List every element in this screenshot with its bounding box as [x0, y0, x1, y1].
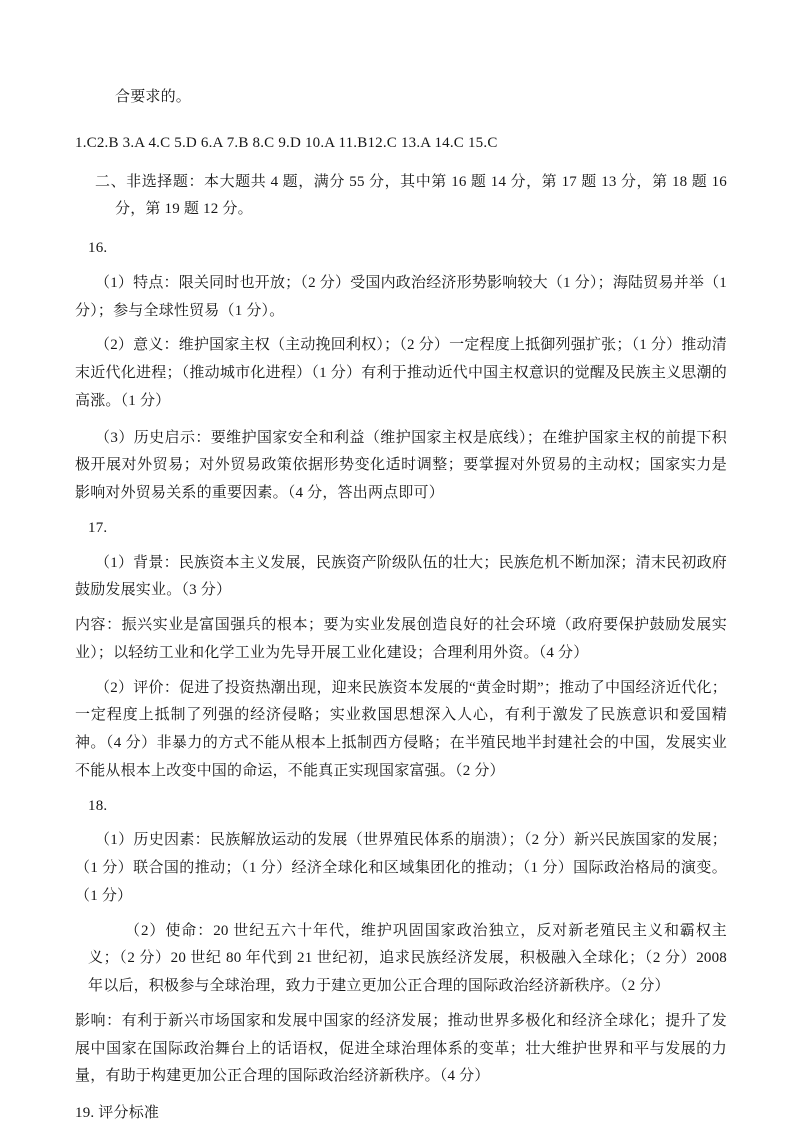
- q18-answer-2-impact: 影响：有利于新兴市场国家和发展中国家的经济发展；推动世界多极化和经济全球化；提升了发展中国家在国际政治舞台上的话语权，促进全球治理体系的变革；壮大维护世界和平与发展的力量，有助于构建更加公正合理的国际政治经济新秩序。（4 分）: [75, 1012, 727, 1085]
- question-19-heading: 19. 评分标准: [75, 1105, 160, 1121]
- q18-answer-1-factors: （1）历史因素：民族解放运动的发展（世界殖民体系的崩溃）；（2 分）新兴民族国家的发展；（1 分）联合国的推动；（1 分）经济全球化和区域集团化的推动；（1 分）国际政治格局的演变。（1 分）: [75, 832, 727, 904]
- question-18-number: 18.: [88, 797, 108, 814]
- q18-answer-2-missions: （2）使命：20 世纪五六十年代，维护巩固国家政治独立，反对新老殖民主义和霸权主义；（2 分）20 世纪 80 年代到 21 世纪初，追求民族经济发展，积极融入全球化；（2 分）2008 年以后，积极参与全球治理，致力于建立更加公正合理的国际政治经济新秩序。（2 分）: [88, 922, 727, 994]
- question-16-number: 16.: [88, 240, 108, 256]
- q17-answer-1-background: （1）背景：民族资本主义发展，民族资产阶级队伍的壮大；民族危机不断加深；清末民初政府鼓励发展实业。（3 分）: [75, 554, 727, 599]
- section-2-instructions: 二、非选择题：本大题共 4 题，满分 55 分，其中第 16 题 14 分，第 17 题 13 分，第 18 题 16 分，第 19 题 12 分。: [95, 173, 727, 218]
- q17-answer-2-evaluation: （2）评价：促进了投资热潮出现，迎来民族资本发展的“黄金时期”；推动了中国经济近代化；一定程度上抵制了列强的经济侵略；实业救国思想深入人心，有利于激发了民族意识和爱国精神。（4 分）非暴力的方式不能从根本上抵制西方侵略；在半殖民地半封建社会的中国，发展实业不能从根本上改变中国的命运，不能真正实现国家富强。（2 分）: [75, 679, 727, 779]
- q16-answer-2-significance: （2）意义：维护国家主权（主动挽回利权）；（2 分）一定程度上抵御列强扩张；（1 分）推动清末近代化进程；（推动城市化进程）（1 分）有利于推动近代中国主权意识的觉醒及民族主义思潮的高涨。（1 分）: [75, 337, 727, 409]
- q16-answer-3-lessons: （3）历史启示：要维护国家安全和利益（维护国家主权是底线）；在维护国家主权的前提下积极开展对外贸易；对外贸易政策依据形势变化适时调整；要掌握对外贸易的主动权；国家实力是影响对外贸易关系的重要因素。（4 分，答出两点即可）: [75, 429, 727, 501]
- q17-answer-1-content: 内容：振兴实业是富国强兵的根本；要为实业发展创造良好的社会环境（政府要保护鼓励发展实业）；以轻纺工业和化学工业为先导开展工业化建设；合理利用外资。（4 分）: [75, 617, 727, 661]
- intro-requirement-fragment: 合要求的。: [115, 89, 192, 105]
- q16-answer-1-features: （1）特点：限关同时也开放；（2 分）受国内政治经济形势影响较大（1 分）；海陆贸易并举（1 分）；参与全球性贸易（1 分）。: [75, 274, 727, 319]
- question-17-number: 17.: [88, 519, 108, 536]
- multiple-choice-answers: 1.C2.B 3.A 4.C 5.D 6.A 7.B 8.C 9.D 10.A 11.B12.C 13.A 14.C 15.C: [75, 134, 498, 151]
